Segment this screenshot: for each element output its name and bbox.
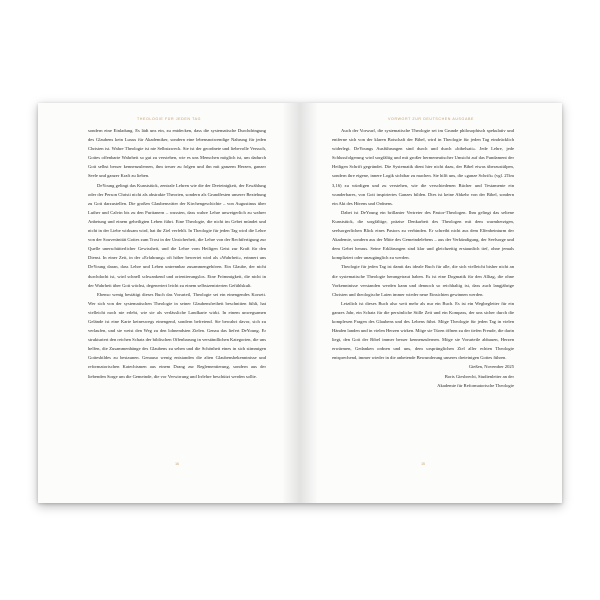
running-head: VORWORT ZUR DEUTSCHEN AUSGABE bbox=[388, 117, 474, 121]
page-number: 16 bbox=[175, 462, 179, 466]
book-spread bbox=[38, 103, 562, 503]
paragraph: Dabei ist DeYoung ein brillanter Vertreter des Pastor-Theologen. Ihm gelingt das seltene Kunststück, die sorgfältige, präzise Denkarbeit des Theologen mit dem warmherzigen, seelsorgerlichen Blick eines Pastors zu verbinden. Er schreibt nicht aus dem Elfenbeinturm der Akademie, sondern aus der Mitte des Gemeindelebens – aus der Verkündigung, der Seelsorge und dem Gebet heraus. Seine Erklärungen sind klar und gleichzeitig erstaunlich tief, ohne jemals kompliziert oder unzugänglich zu werden. bbox=[332, 209, 514, 261]
paragraph: DeYoung gelingt das Kunststück, zentrale Lehren wie die der Dreieinigkeit, der Erwählung oder der Person Christi nicht als abstrakte Theorien, sondern als Grundfesten unserer Beziehung zu Gott darzustellen. Die großen Glaubensväter der Kirchengeschichte – von Augustinus über Luther und Calvin bis zu den Puritanern – wussten, dass wahre Lehre unweigerlich zu wahrer Anbetung und einem geheiligten Leben führt. Eine Theologie, die nicht im Gebet mündet und nicht in der Liebe wirksam wird, hat ihr Ziel verfehlt. In Theologie für jeden Tag wird die Lehre von der Souveränität Gottes zum Trost in der Unsicherheit, die Lehre von der Rechtfertigung zur Quelle unerschütterlicher Gewissheit, und die Lehre vom Heiligen Geist zur Kraft für den Dienst. In einer Zeit, in der »Erfahrung« oft höher bewertet wird als »Wahrheit«, erinnert uns DeYoung daran, dass Lehre und Leben untrennbar zusammengehören. Ein Glaube, der nicht durchdacht ist, wird schnell schwankend und orientierungslos. Eine Frömmigkeit, die nicht in der Wahrheit über Gott wächst, degeneriert leicht zu einem selbstzentrierten Gefühlskult. bbox=[88, 182, 266, 288]
signature-author: Boris Giesbrecht, Studienleiter an der bbox=[444, 373, 514, 379]
paragraph: Theologie für jeden Tag ist damit das ideale Buch für alle, die sich vielleicht bisher nicht an die systematische Theologie herangetraut haben. Es ist eine Dogmatik für den Alltag, die ohne Vorkenntnisse verstanden werden kann und dennoch so reichhaltig ist, dass auch langjährige Christen und theologische Laien immer wieder neue Einsichten gewinnen werden. bbox=[332, 264, 514, 297]
right-page bbox=[300, 103, 562, 503]
signature-affiliation: Akademie für Reformatorische Theologie bbox=[437, 382, 514, 388]
paragraph: Auch der Vorwurf, die systematische Theologie sei im Grunde philosophisch spekulativ und entferne sich von der klaren Botschaft der Bibel, wird in Theologie für jeden Tag eindrücklich widerlegt. DeYoungs Ausführungen sind durch und durch »bibelsatt«. Jede Lehre, jede Schlussfolgerung wird sorgfältig und mit großer hermeneutischer Umsicht auf das Fundament der Heiligen Schrift gegründet. Die Systematik dient hier nicht dazu, der Bibel etwas überzustülpen, sondern ihre eigene, innere Logik sichtbar zu machen. Sie hilft uns, die »ganze Schrift« (vgl. 2Tim 3,16) zu würdigen und zu verstehen, wie die verschiedenen Bücher und Testamente ein wunderbares, von Gott inspiriertes Ganzes bilden. Dies ist keine Abkehr von der Bibel, sondern ein Akt des Hörens und Ordnens. bbox=[332, 128, 514, 206]
running-head: THEOLOGIE FÜR JEDEN TAG bbox=[137, 117, 201, 121]
body-text bbox=[88, 126, 266, 381]
paragraph: Ebenso wenig bestätigt dieses Buch das Vorurteil, Theologie sei ein einengendes Korsett. Wer sich von der systematischen Theologie in seiner Glaubensfreiheit beschnitten fühlt, hat vielleicht noch nie erlebt, wie sie als verlässliche Landkarte wirkt. In einem unwegsamen Gelände ist eine Karte keineswegs einengend, sondern befreiend. Sie bewahrt davor, sich zu verlaufen, und sie weist den Weg zu den lohnendsten Zielen. Genau das liefert DeYoung. Er strukturiert den reichen Schatz der biblischen Offenbarung in verständlichen Kategorien, die uns helfen, die Zusammenhänge des Glaubens zu sehen und die Schönheit eines in sich stimmigen Gottesbildes zu bestaunen. Genauso wenig entstanden die alten Glaubensbekenntnisse und reformatorischen Katechismen aus einem Drang zur Reglementierung, sondern aus der liebenden Sorge um die Gemeinde, die vor Verwirrung und Irrlehre beschützt werden sollte. bbox=[88, 291, 266, 379]
paragraph: sondern eine Einladung. Es lädt uns ein, zu entdecken, dass die systematische Durchdringung des Glaubens kein Luxus für Akademiker, sondern eine lebensnotwendige Nahrung für jeden Christen ist. Wahre Theologie ist nie Selbstzweck. Sie ist der geordnete und liebevolle Versuch, Gottes offenbarte Wahrheit so gut zu verstehen, wie es uns Menschen möglich ist, um dadurch Gott selbst besser kennenzulernen, ihm treuer zu folgen und ihn mit ganzem Herzen, ganzer Seele und ganzer Kraft zu lieben. bbox=[88, 128, 266, 179]
left-page bbox=[38, 103, 300, 503]
signature-place-date: Gießen, November 2025 bbox=[468, 364, 514, 370]
body-text bbox=[332, 126, 514, 390]
paragraph: Letztlich ist dieses Buch also weit mehr als nur ein Buch. Es ist ein Wegbegleiter für ein ganzes Jahr, ein Schatz für die persönliche Stille Zeit und ein Kompass, der uns sicher durch die komplexen Fragen des Glaubens und des Lebens führt. Möge Theologie für jeden Tag in vielen Händen landen und in vielen Herzen wirken. Möge sie Türen öffnen zu der tiefen Freude, die darin liegt, den Gott der Bibel immer besser kennenzulernen. Möge sie Vorurteile abbauen, Herzen erwärmen, Gedanken ordnen und uns, dem ursprünglichen Ziel aller echten Theologie entsprechend, immer wieder in die anbetende Bewunderung unseres dreieinigen Gottes führen. bbox=[332, 300, 514, 361]
page-number: 15 bbox=[421, 462, 425, 466]
